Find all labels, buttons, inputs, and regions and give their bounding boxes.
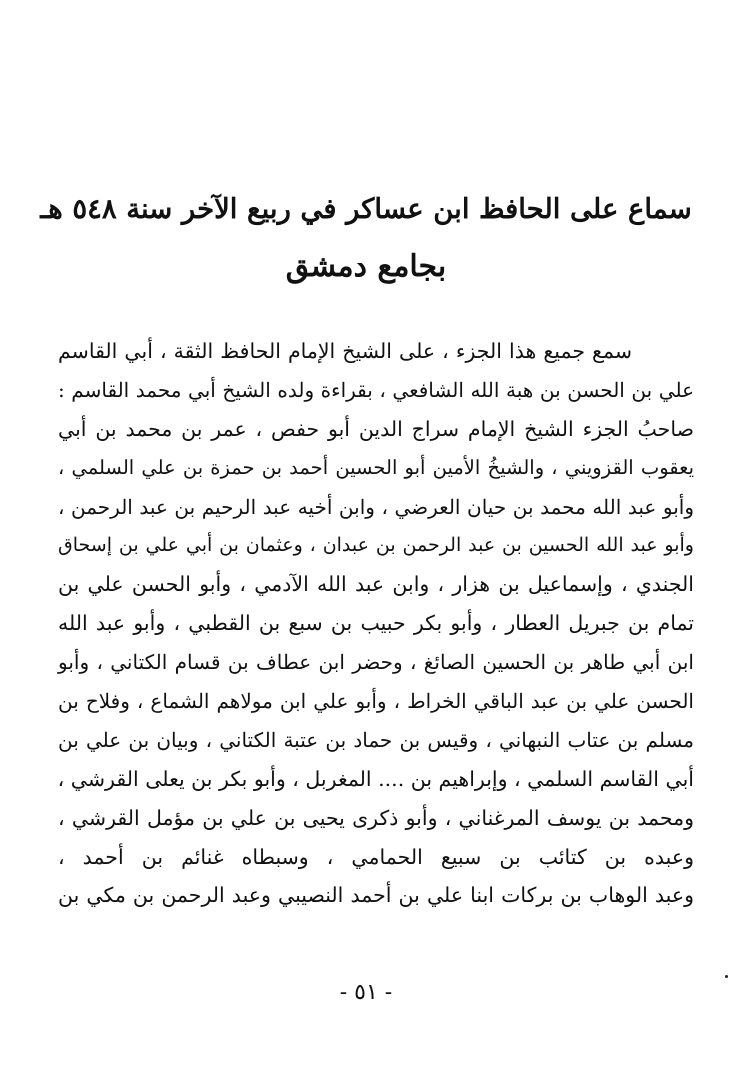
- text-line: وأبو عبد الله الحسين بن عبد الرحمن بن عبدان ، وعثمان بن أبي علي بن إسحاق: [58, 534, 694, 557]
- text-line: مسلم بن عتاب النبهاني ، وقيس بن حماد بن عتبة الكتاني ، وبيان بن علي بن: [58, 727, 694, 752]
- text-line: علي بن الحسن بن هبة الله الشافعي ، بقراءة ولده الشيخ أبي محمد القاسم :: [58, 377, 694, 402]
- text-line: وعبده بن كتائب بن سبيع الحمامي ، وسبطاه غنائم بن أحمد ،: [58, 844, 694, 869]
- text-line: تمام بن جبريل العطار ، وأبو بكر حبيب بن سبع بن القطبي ، وأبو عبد الله: [58, 611, 694, 636]
- text-line: الحسن علي بن عبد الباقي الخراط ، وأبو علي ابن مولاهم الشماع ، وفلاح بن: [58, 689, 694, 714]
- page-number: - ٥١ -: [339, 980, 393, 1005]
- text-line: أبي القاسم السلمي ، وإبراهيم بن .... المغربل ، وأبو بكر بن يعلى القرشي ،: [57, 766, 694, 791]
- text-line: صاحبُ الجزء الشيخ الإمام سراج الدين أبو حفص ، عمر بن محمد بن أبي: [58, 416, 694, 441]
- page-title: سماع على الحافظ ابن عساكر في ربيع الآخر سنة ٥٤٨ هـ: [40, 193, 692, 225]
- text-line: وأبو عبد الله محمد بن حيان العرضي ، وابن أخيه عبد الرحيم بن عبد الرحمن ،: [58, 494, 694, 519]
- text-line: الجندي ، وإسماعيل بن هزار ، وابن عبد الله الآدمي ، وأبو الحسن علي بن: [58, 572, 694, 597]
- text-line: يعقوب القزويني ، والشيخُ الأمين أبو الحسين أحمد بن حمزة بن علي السلمي ،: [58, 455, 694, 479]
- text-line: وعبد الوهاب بن بركات ابنا علي بن أحمد النصيبي وعبد الرحمن بن مكي بن: [58, 883, 694, 908]
- text-line: ومحمد بن يوسف المرغناني ، وأبو ذكرى يحيى بن علي بن مؤمل القرشي ،: [58, 805, 694, 830]
- body-text: [58, 332, 694, 915]
- text-line: سمع جميع هذا الجزء ، على الشيخ الإمام الحافظ الثقة ، أبي القاسم: [58, 339, 632, 363]
- text-line: ابن أبي طاهر بن الحسين الصائغ ، وحضر ابن عطاف بن قسام الكتاني ، وأبو: [58, 650, 694, 675]
- page-subtitle: بجامع دمشق: [285, 249, 447, 284]
- scan-speck: [725, 975, 728, 978]
